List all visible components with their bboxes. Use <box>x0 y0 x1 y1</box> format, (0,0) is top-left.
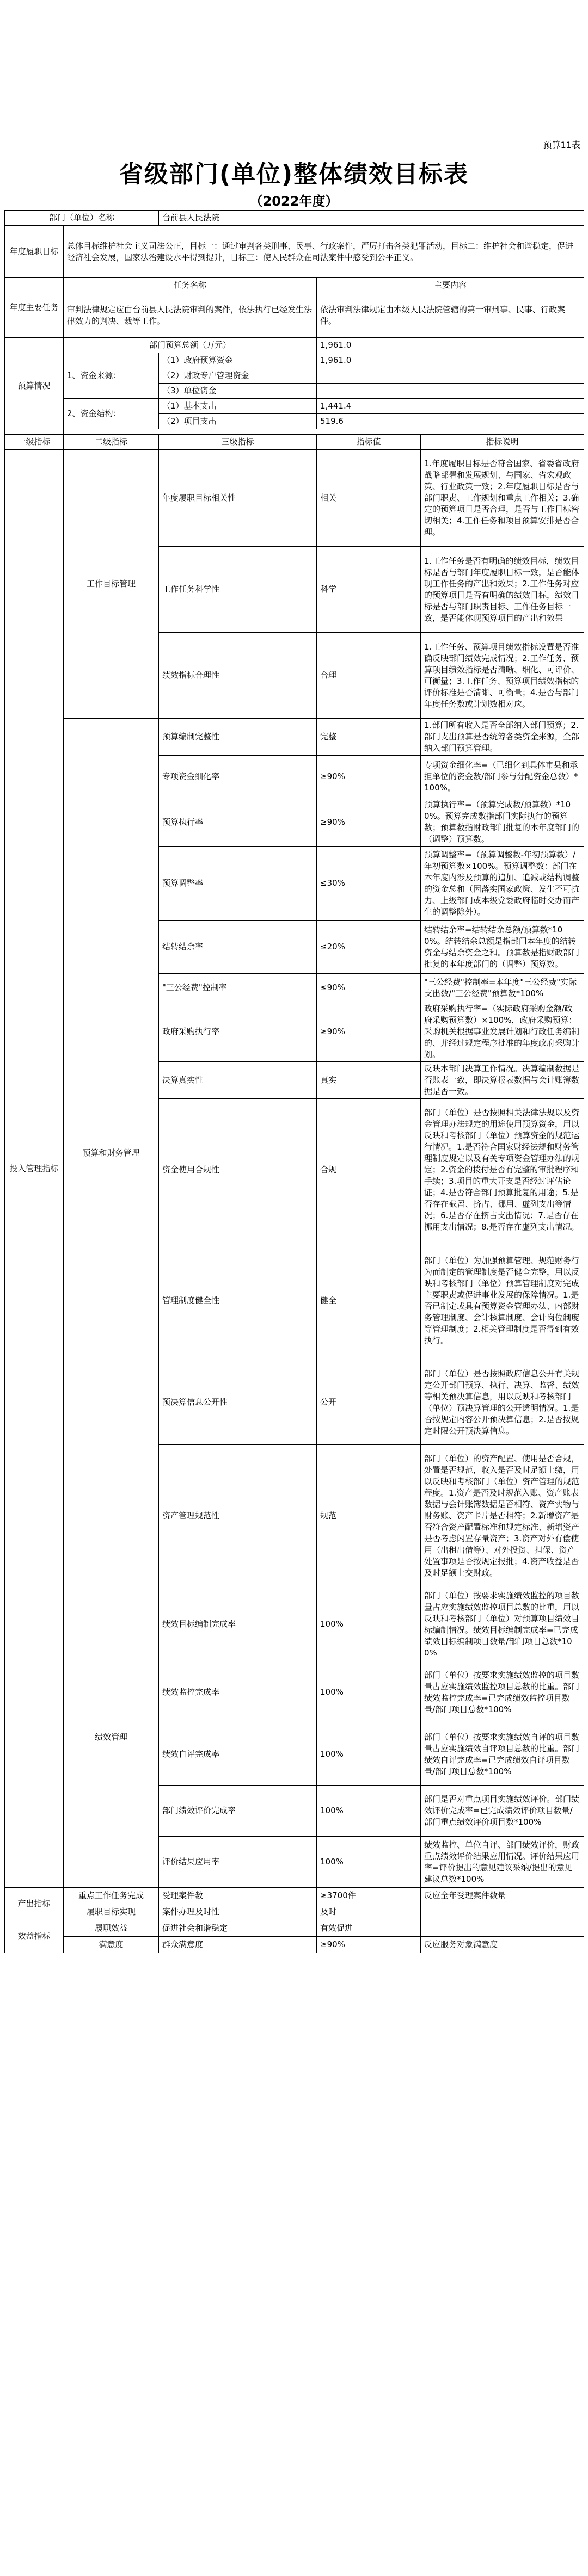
task-header-row <box>5 278 584 293</box>
task-content-header: 主要内容 <box>317 278 584 293</box>
indicator-desc <box>421 1904 584 1920</box>
indicator-l3: 绩效目标编制完成率 <box>159 1587 317 1661</box>
indicator-desc: 预算调整率=（预算调整数-年初预算数）/年初预算数×100%。预算调整数：部门在本年度内涉及预算的追加、追减或结构调整的资金总和（因落实国家政策、发生不可抗力、上级部门或本级党委政府临时交办而产生的调整除外）。 <box>421 847 584 921</box>
indicator-desc: 部门（单位）的资产配置、使用是否合规，处置是否规范，收入是否及时足额上缴，用以反映和考核部门（单位）资产管理的规范程度。1.资产是否及时规范入账、资产账表数据与会计账簿数据是否相符、资产实物与财务账、资产卡片是否相符；2.新增资产是否符合资产配置标准和规定标准、新增资产是否考虑闲置存量资产；3.资产对外有偿使用（出租出借等）、对外投资、担保、资产处置事项是否按规定报批；4.资产收益是否及时足额上交财政。 <box>421 1445 584 1587</box>
indicator-group-effect: 效益指标 <box>5 1920 64 1953</box>
performance-target-table <box>4 210 584 1953</box>
indicator-desc: 部门（单位）按要求实施绩效监控的项目数量占应实施绩效监控项目总数的比重。部门绩效监控完成率=已完成绩效监控项目数量/部门项目总数*100% <box>421 1661 584 1723</box>
indicator-desc <box>421 1920 584 1937</box>
dept-row <box>5 211 584 226</box>
indicator-value: ≥90% <box>317 1002 421 1062</box>
task-content: 依法审判法律规定由本级人民法院管辖的第一审刑事、民事、行政案件。 <box>317 293 584 338</box>
indicator-l3: 决算真实性 <box>159 1062 317 1099</box>
table-row <box>5 1904 584 1920</box>
indicator-desc: 反映本部门决算工作情况。决算编制数据是否账表一致，即决算报表数据与会计账簿数据是否一致。 <box>421 1062 584 1099</box>
indicator-desc: 1.工作任务、预算项目绩效指标设置是否准确反映部门绩效完成情况；2.工作任务、预算项目绩效指标是否清晰、细化、可评价、可衡量；3.工作任务、预算项目绩效指标的评价标准是否清晰、可衡量；4.是否与部门年度任务数或计划数相对应。 <box>421 633 584 719</box>
indicator-value: ≤90% <box>317 974 421 1002</box>
indicator-value: 健全 <box>317 1241 421 1360</box>
indicator-l2: 履职目标实现 <box>64 1904 159 1920</box>
indicator-value: 相关 <box>317 450 421 547</box>
indicator-value: ≥90% <box>317 756 421 798</box>
task-row <box>5 293 584 338</box>
indicator-value: ≤20% <box>317 921 421 974</box>
table-row <box>5 1920 584 1937</box>
duty-label: 年度履职目标 <box>5 226 64 278</box>
table-row <box>5 450 584 547</box>
indicator-sub-budget: 预算和财务管理 <box>64 719 159 1587</box>
indicator-value: ≤30% <box>317 847 421 921</box>
table-row <box>5 1888 584 1904</box>
indicator-l2: 重点工作任务完成 <box>64 1888 159 1904</box>
budget-struct-row <box>5 399 584 414</box>
page-subtitle: （2022年度） <box>249 194 339 209</box>
budget-struct-item-label: （2）项目支出 <box>159 414 317 429</box>
indicator-l3: 部门绩效评价完成率 <box>159 1786 317 1837</box>
indicator-l3: 资金使用合规性 <box>159 1099 317 1241</box>
indicator-value: 100% <box>317 1723 421 1786</box>
budget-spacer-row <box>5 429 584 435</box>
indicator-l3: 专项资金细化率 <box>159 756 317 798</box>
indicator-value: 合规 <box>317 1099 421 1241</box>
duty-row <box>5 226 584 278</box>
indicator-value: 100% <box>317 1587 421 1661</box>
indicator-desc: 政府采购执行率=（实际政府采购金额/政府采购预算数）×100%，政府采购预算：采购机关根据事业发展计划和行政任务编制的、并经过规定程序批准的年度政府采购计划。 <box>421 1002 584 1062</box>
indicator-l3: 绩效指标合理性 <box>159 633 317 719</box>
indicator-value: 完整 <box>317 719 421 756</box>
indicator-value: 有效促进 <box>317 1920 421 1937</box>
indicator-desc: 1.部门所有收入是否全部纳入部门预算；2.部门支出预算是否统筹各类资金来源，全部纳入部门预算管理。 <box>421 719 584 756</box>
indicator-desc: 预算执行率=（预算完成数/预算数）*100%。预算完成数指部门实际执行的预算数；预算数指财政部门批复的本年度部门的（调整）预算数。 <box>421 798 584 847</box>
indicator-value: 科学 <box>317 547 421 633</box>
indicator-l3: 促进社会和谐稳定 <box>159 1920 317 1937</box>
budget-source-label: 1、资金来源： <box>64 353 159 399</box>
indicator-sub-perf: 绩效管理 <box>64 1587 159 1888</box>
indicator-value: 公开 <box>317 1360 421 1445</box>
indicator-desc: 反应服务对象满意度 <box>421 1937 584 1953</box>
indicator-l3: 管理制度健全性 <box>159 1241 317 1360</box>
budget-label: 预算情况 <box>5 338 64 435</box>
indicator-l3: 预决算信息公开性 <box>159 1360 317 1445</box>
header-value: 指标值 <box>317 435 421 450</box>
indicator-l3: 资产管理规范性 <box>159 1445 317 1587</box>
table-row <box>5 719 584 756</box>
indicator-sub-target: 工作目标管理 <box>64 450 159 719</box>
task-name-header: 任务名称 <box>64 278 317 293</box>
tasks-label: 年度主要任务 <box>5 278 64 338</box>
task-name: 审判法律规定应由台前县人民法院审判的案件，依法执行已经发生法律效力的判决、裁等工作。 <box>64 293 317 338</box>
budget-struct-item-value: 1,441.4 <box>317 399 584 414</box>
indicator-group-output: 产出指标 <box>5 1888 64 1920</box>
dept-label: 部门（单位）名称 <box>5 211 159 226</box>
indicator-desc: 结转结余率=结转结余总额/预算数*100%。结转结余总额是指部门本年度的结转资金与结余资金之和。预算数是指财政部门批复的本年度部门的（调整）预算数。 <box>421 921 584 974</box>
indicator-l3: 预算执行率 <box>159 798 317 847</box>
indicator-desc: 部门（单位）按要求实施绩效自评的项目数量占应实施绩效自评项目总数的比重。部门绩效自评完成率=已完成绩效自评项目数量/部门项目总数*100% <box>421 1723 584 1786</box>
budget-total-label: 部门预算总额（万元） <box>64 338 317 353</box>
indicator-value: 合理 <box>317 633 421 719</box>
indicator-value: 100% <box>317 1786 421 1837</box>
budget-total-value: 1,961.0 <box>317 338 584 353</box>
budget-source-item-value: 1,961.0 <box>317 353 584 368</box>
indicator-l3: 绩效监控完成率 <box>159 1661 317 1723</box>
budget-source-item-value <box>317 368 584 384</box>
form-number-label: 预算11表 <box>543 140 580 150</box>
indicator-l3: 评价结果应用率 <box>159 1837 317 1888</box>
indicator-desc: 部门（单位）按要求实施绩效监控的项目数量占应实施绩效监控项目总数的比重，用以反映和考核部门（单位）对预算项目绩效目标编制情况。绩效目标编制完成率=已完成绩效目标编制项目数量/部门项目总数*100% <box>421 1587 584 1661</box>
indicator-l3: 绩效自评完成率 <box>159 1723 317 1786</box>
indicator-l3: 案件办理及时性 <box>159 1904 317 1920</box>
budget-struct-item-label: （1）基本支出 <box>159 399 317 414</box>
indicator-desc: 专项资金细化率=（已细化到具体市县和承担单位的资金数/部门参与分配资金总数）*100%。 <box>421 756 584 798</box>
indicator-desc: 部门（单位）为加强预算管理、规范财务行为而制定的管理制度是否健全完整，用以反映和考核部门（单位）预算管理制度对完成主要职责或促进事业发展的保障情况。1.是否已制定或具有预算资金管理办法、内部财务管理制度、会计核算制度、会计岗位制度等管理制度；2.相关管理制度是否得到有效执行。 <box>421 1241 584 1360</box>
indicator-l3: 政府采购执行率 <box>159 1002 317 1062</box>
indicator-group-investment: 投入管理指标 <box>5 450 64 1888</box>
indicator-value: 100% <box>317 1661 421 1723</box>
budget-struct-label: 2、资金结构： <box>64 399 159 429</box>
budget-source-item-value <box>317 384 584 399</box>
dept-value: 台前县人民法院 <box>159 211 584 226</box>
budget-spacer-cell <box>64 429 584 435</box>
indicator-desc: 部门（单位）是否按照相关法律法规以及资金管理办法规定的用途使用预算资金，用以反映和考核部门（单位）预算资金的规范运行情况。1.是否符合国家财经法规和财务管理制度规定以及有关专项资金管理办法的规定；2.资金的拨付是否有完整的审批程序和手续；3.项目的重大开支是否经过评估论证；4.是否符合部门预算批复的用途；5.是否存在截留、挤占、挪用、虚列支出等情况；6.是否存在挤占支出情况；7.是否存在挪用支出情况；8.是否存在虚列支出情况。 <box>421 1099 584 1241</box>
indicator-desc: 反应全年受理案件数量 <box>421 1888 584 1904</box>
indicator-l3: "三公经费"控制率 <box>159 974 317 1002</box>
page-title: 省级部门(单位)整体绩效目标表 <box>119 160 469 188</box>
indicator-desc: "三公经费"控制率=本年度"三公经费"实际支出数/"三公经费"预算数*100% <box>421 974 584 1002</box>
indicator-l3: 工作任务科学性 <box>159 547 317 633</box>
header-desc: 指标说明 <box>421 435 584 450</box>
indicator-value: ≥90% <box>317 1937 421 1953</box>
budget-struct-item-value: 519.6 <box>317 414 584 429</box>
budget-total-row <box>5 338 584 353</box>
table-body <box>5 211 584 1953</box>
indicator-value: 及时 <box>317 1904 421 1920</box>
indicator-header-row <box>5 435 584 450</box>
header-level2: 二级指标 <box>64 435 159 450</box>
indicator-desc: 部门（单位）是否按照政府信息公开有关规定公开部门预算、执行、决算、监督、绩效等相关预决算信息，用以反映和考核部门（单位）预决算管理的公开透明情况。1.是否按规定内容公开预决算信息；2.是否按规定时限公开预决算信息。 <box>421 1360 584 1445</box>
indicator-desc: 1.工作任务是否有明确的绩效目标，绩效目标是否与部门年度履职目标一致，是否能体现工作任务的产出和效果；2.工作任务对应的预算项目是否有明确的绩效目标，绩效目标是否与部门职责目标、工作任务目标一致，是否能体现预算项目的产出和效果 <box>421 547 584 633</box>
indicator-desc: 绩效监控、单位自评、部门绩效评价，财政重点绩效评价结果应用情况。评价结果应用率=评价提出的意见建议采纳/提出的意见建议总数*100% <box>421 1837 584 1888</box>
header-level1: 一级指标 <box>5 435 64 450</box>
indicator-l3: 受理案件数 <box>159 1888 317 1904</box>
indicator-value: ≥90% <box>317 798 421 847</box>
indicator-l3: 群众满意度 <box>159 1937 317 1953</box>
table-row <box>5 1587 584 1661</box>
header-level3: 三级指标 <box>159 435 317 450</box>
indicator-value: 规范 <box>317 1445 421 1587</box>
table-row <box>5 1937 584 1953</box>
indicator-l3: 年度履职目标相关性 <box>159 450 317 547</box>
indicator-value: 真实 <box>317 1062 421 1099</box>
indicator-value: 100% <box>317 1837 421 1888</box>
indicator-value: ≥3700件 <box>317 1888 421 1904</box>
indicator-desc: 1.年度履职目标是否符合国家、省委省政府战略部署和发展规划、与国家、省宏观政策、行业政策一致；2.年度履职目标是否与部门职责、工作规划和重点工作相关；3.确定的预算项目是否合理，是否与工作目标密切相关；4.工作任务和项目预算安排是否合理。 <box>421 450 584 547</box>
budget-source-row <box>5 353 584 368</box>
indicator-l2: 满意度 <box>64 1937 159 1953</box>
indicator-l3: 预算编制完整性 <box>159 719 317 756</box>
budget-source-item-label: （3）单位资金 <box>159 384 317 399</box>
duty-value: 总体目标维护社会主义司法公正，目标一：通过审判各类刑事、民事、行政案件，严厉打击各类犯罪活动，目标二：维护社会和谐稳定，促进经济社会发展，国家法治建设水平得到提升，目标三：使人民群众在司法案件中感受到公平正义。 <box>64 226 584 278</box>
indicator-l2: 履职效益 <box>64 1920 159 1937</box>
indicator-desc: 部门是否对重点项目实施绩效评价。部门绩效评价完成率=已完成绩效评价项目数量/部门重点绩效评价项目数*100% <box>421 1786 584 1837</box>
budget-source-item-label: （1）政府预算资金 <box>159 353 317 368</box>
budget-source-item-label: （2）财政专户管理资金 <box>159 368 317 384</box>
indicator-l3: 预算调整率 <box>159 847 317 921</box>
indicator-l3: 结转结余率 <box>159 921 317 974</box>
